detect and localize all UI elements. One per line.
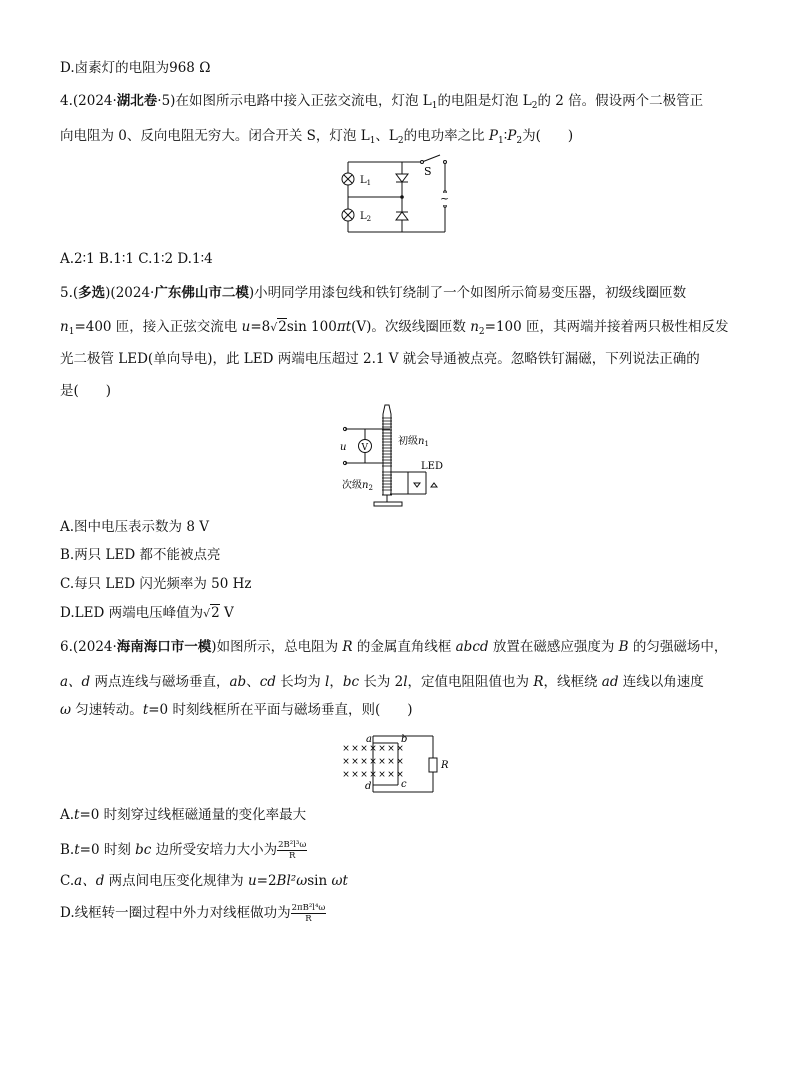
q4-circuit-figure [340,152,455,238]
q5-sub-2: 2 [478,327,485,337]
q6-opt-c-label: C. [60,873,75,889]
q6-line-3 [60,701,412,719]
q6-text-d: 的匀强磁场中， [628,639,728,655]
q6-opt-c-ad: a、d [74,873,105,889]
q6-fig-r: R [441,760,449,771]
q6-text-i: 长为 2 [359,674,404,690]
q6-fig-a: a [366,734,372,745]
q6-field-crosses [342,744,404,780]
q4-source: 湖北卷 [116,93,158,109]
svg-text:×: × [387,744,395,754]
q4-fig-l2: $L_2$ [360,211,372,223]
q4-fig-l1: $L_1$ [360,175,372,187]
q6-l-1: l [325,674,330,690]
q5-line-4: 是( ) [60,383,112,399]
q6-text-m: 匀速转动。 [71,702,143,718]
q6-ad-points: a、d [60,674,91,690]
q5-fig-primary: 初级$n_1$ [398,436,429,448]
q6-number: 6.(2024· [60,639,117,655]
q4-options: A.2∶1 B.1∶1 C.1∶2 D.1∶4 [60,251,213,267]
svg-text:×: × [387,770,395,780]
q6-text-n: =0 时刻线框所在平面与磁场垂直，则( ) [148,702,413,718]
q6-omega: ω [60,702,72,718]
q5-number: 5.( [60,285,79,301]
q6-b: B [618,639,629,655]
svg-text:×: × [351,757,359,767]
q6-text-a: )如图所示，总电阻为 [211,639,343,655]
q5-source: 广东佛山市二模 [154,285,249,301]
q6-r-1: R [342,639,353,655]
q6-field-figure [338,730,458,796]
q6-r-2: R [533,674,544,690]
q4-junction-dot [400,195,404,199]
q5-tag: 多选 [78,285,106,301]
q6-abcd: abcd [455,639,489,655]
q4-fig-s: S [424,165,432,178]
svg-text:×: × [351,744,359,754]
q5-n1: n [60,319,69,335]
q5-fig-u: u [340,442,347,453]
q6-opt-d-text: D.线框转一圈过程中外力对线框做功为 [60,905,291,921]
q5-line-1 [60,284,686,302]
q6-opt-b-text-1: =0 时刻 [79,842,136,858]
q6-opt-d-fraction: $\frac{\text{2πB²l⁴ω}}{R}$ [291,903,326,924]
q5-text-a: )小明同学用漆包线和铁钉绕制了一个如图所示简易变压器，初级线圈匝数 [248,285,687,301]
q4-sub-4: 2 [397,136,404,146]
q6-text-e: 两点连线与磁场垂直， [90,674,230,690]
q4-text-d: 向电阻为 0、反向电阻无穷大。闭合开关 S，灯泡 L [60,128,370,144]
q5-sub-1: 1 [68,327,75,337]
q4-sub-2: 2 [531,101,538,111]
q6-option-c [60,872,348,890]
q6-line-1 [60,638,727,656]
q5-fig-led: LED [421,461,443,472]
q6-opt-b-bc: bc [135,842,152,858]
q5-u: u [241,319,251,335]
q6-opt-b-fraction: $\frac{\text{2B²l³ω}}{R}$ [278,840,307,861]
q6-text-h: ， [329,674,343,690]
q6-option-d [60,903,326,924]
q5-option-d-text: D.LED 两端电压峰值为 [60,605,204,621]
q5-text-f: =100 匝，其两端并接着两只极性相反发 [484,319,729,335]
svg-text:×: × [342,744,350,754]
q5-option-d-root: √ [203,607,211,620]
q5-fig-secondary: 次级$n_2$ [342,480,373,492]
q6-opt-c-expr: Bl²ω [276,873,308,889]
svg-text:×: × [369,744,377,754]
q6-bc: bc [342,674,360,690]
q4-text-g: 为( ) [522,128,574,144]
svg-text:×: × [369,770,377,780]
q6-cd: cd [259,674,276,690]
q4-sub-6: 2 [516,136,523,146]
svg-text:×: × [360,770,368,780]
q4-text-f: 的电功率之比 [403,128,489,144]
svg-text:×: × [378,770,386,780]
q6-option-a [60,806,306,824]
q4-sub-5: 1 [498,136,504,146]
q6-text-c: 放置在磁感应强度为 [488,639,619,655]
q6-opt-c-text: 两点间电压变化规律为 [104,873,248,889]
q5-option-d-sqrt: 2 [211,605,220,621]
q6-fig-c: c [401,779,407,790]
q4-sub-1: 1 [431,101,438,111]
q4-fig-ac: ~ [440,192,450,205]
q5-option-d-unit: V [219,605,234,621]
q5-line-3: 光二极管 LED(单向导电)，此 LED 两端电压超过 2.1 V 就会导通被点亮。忽略铁钉漏磁，下列说法正确的 [60,351,700,367]
q4-text-e: 、L [375,128,398,144]
q6-text-f: 、 [246,674,260,690]
q4-line-1 [60,92,703,115]
q6-line-2 [60,673,704,691]
q5-root-sign: √ [270,321,278,334]
q5-text-e: (V)。次级线圈匝数 [351,319,471,335]
q5-line-2 [60,318,729,341]
q5-option-b: B.两只 LED 都不能被点亮 [60,547,221,563]
q6-opt-c-wt: ωt [331,873,348,889]
svg-text:×: × [378,757,386,767]
q6-l-2: l [403,674,408,690]
svg-text:×: × [351,770,359,780]
q6-text-j: ，定值电阻阻值也为 [407,674,534,690]
q5-text-d: sin 100 [286,319,337,335]
q4-ratio-sep: ∶ [503,128,508,144]
q6-opt-b-t: t [74,842,80,858]
q4-text-b: 的电阻是灯泡 L [437,93,532,109]
q6-option-b [60,840,307,861]
q5-sqrt: 2 [278,319,287,335]
svg-text:×: × [387,757,395,767]
q6-opt-a-text: =0 时刻穿过线框磁通量的变化率最大 [79,807,307,823]
q4-number: 4.(2024· [60,93,117,109]
q6-t: t [142,702,149,718]
q6-ad: ad [601,674,619,690]
svg-text:×: × [342,757,350,767]
q5-pit: πt [336,319,352,335]
svg-text:×: × [396,744,404,754]
svg-text:×: × [342,770,350,780]
svg-text:×: × [396,757,404,767]
q6-opt-a-t: t [74,807,80,823]
q4-sub-3: 1 [369,136,376,146]
q6-text-l: 连线以角速度 [618,674,704,690]
q5-fig-v: V [361,443,368,453]
q6-opt-c-u: u [247,873,257,889]
q5-option-a: A.图中电压表示数为 8 V [60,519,209,535]
q4-p2: P [507,128,517,144]
q6-fig-b: b [401,734,408,745]
q6-fig-d: d [365,781,372,792]
q6-source: 海南海口市一模 [116,639,212,655]
q5-text-c: =8 [250,319,271,335]
q6-opt-a-label: A. [60,807,75,823]
q5-option-c: C.每只 LED 闪光频率为 50 Hz [60,576,252,592]
q5-n2: n [470,319,479,335]
q6-opt-c-sin: sin [307,873,332,889]
q4-line-2 [60,127,573,150]
q5-text-b: =400 匝，接入正弦交流电 [74,319,242,335]
q6-opt-c-eq: =2 [256,873,277,889]
q4-text-c: 的 2 倍。假设两个二极管正 [537,93,704,109]
q6-opt-b-label: B. [60,842,75,858]
q6-opt-b-text-2: 边所受安培力大小为 [151,842,278,858]
svg-text:×: × [378,744,386,754]
svg-text:×: × [360,757,368,767]
q6-text-k: ，线框绕 [543,674,602,690]
q4-p1: P [488,128,499,144]
svg-text:×: × [396,770,404,780]
q6-text-g: 长均为 [275,674,325,690]
q5-option-d [60,604,234,623]
q4-text-a: ·5)在如图所示电路中接入正弦交流电，灯泡 L [157,93,432,109]
svg-text:×: × [369,757,377,767]
q6-text-b: 的金属直角线框 [352,639,456,655]
q5-mid: )(2024· [105,285,155,301]
q6-ab: ab [229,674,247,690]
q3-option-d: D.卤素灯的电阻为968 Ω [60,60,211,76]
q5-transformer-figure [338,402,458,512]
svg-text:×: × [360,744,368,754]
